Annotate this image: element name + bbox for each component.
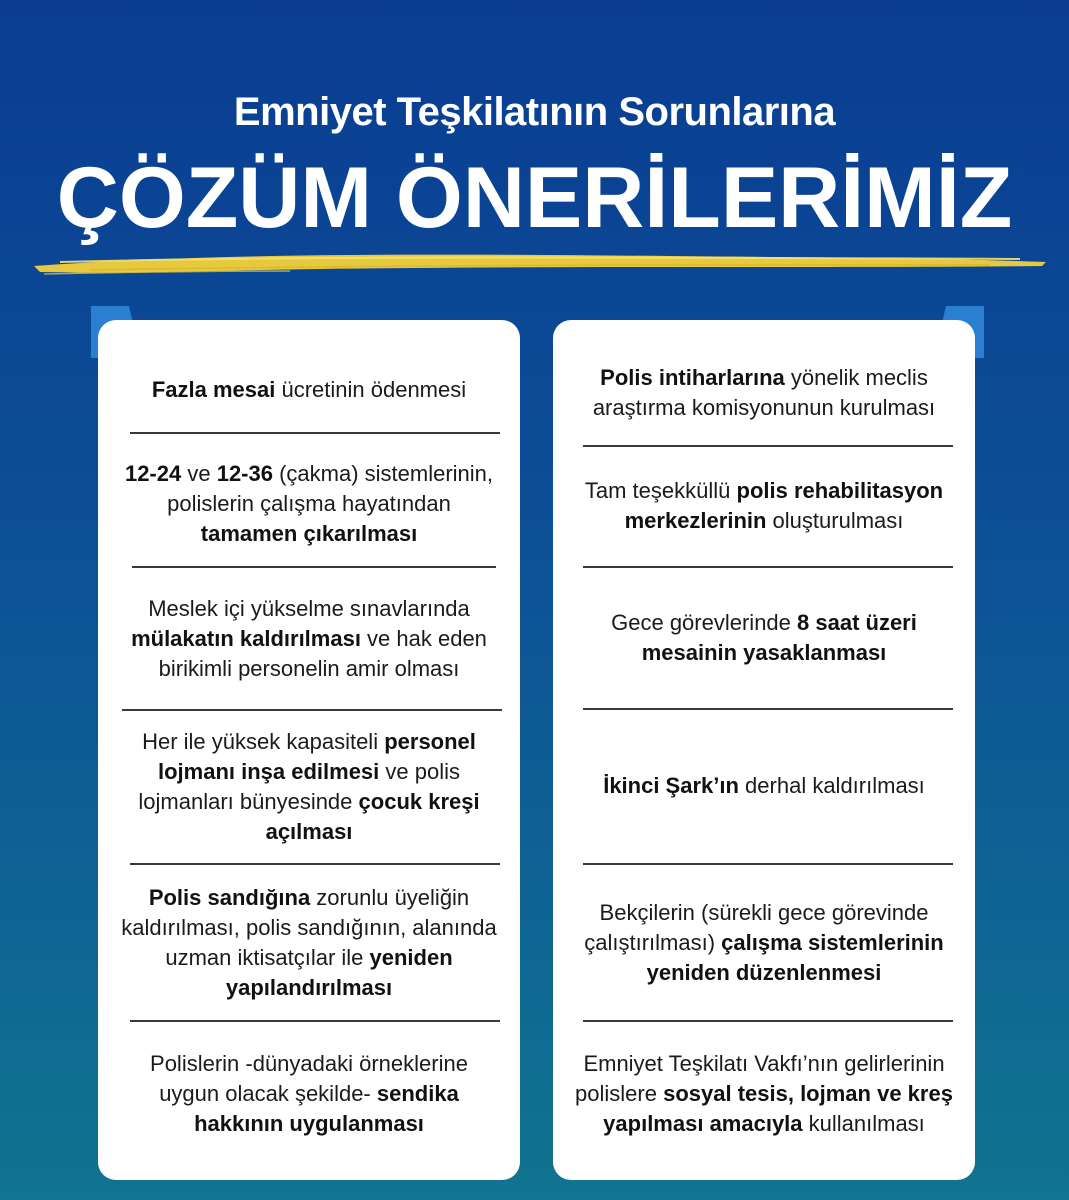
divider <box>122 709 502 711</box>
plain-text: zorunlu üyeliğin kaldırılması, polis sandığının, alanında uzman iktisatçılar ile <box>121 884 497 970</box>
bold-text: 8 saat üzeri mesainin yasaklanması <box>641 610 917 665</box>
plain-text: Gece görevlerinde <box>611 610 798 635</box>
right-proposals-card <box>553 320 975 1180</box>
divider <box>583 863 953 865</box>
bold-text: Fazla mesai <box>151 377 276 402</box>
proposal-text <box>575 363 953 423</box>
proposal-text <box>120 459 498 549</box>
bold-text: personel lojmanı inşa edilmesi <box>157 729 476 784</box>
plain-text: ücretinin ödenmesi <box>275 377 467 402</box>
divider <box>583 566 953 568</box>
right-proposal-item <box>553 447 975 565</box>
subtitle: Emniyet Teşkilatının Sorunlarına <box>233 90 836 134</box>
divider <box>132 566 496 568</box>
divider <box>130 432 500 434</box>
right-proposal-item <box>553 1023 975 1165</box>
bold-text: 12-24 <box>124 460 182 486</box>
left-proposals-card <box>98 320 520 1180</box>
plain-text: yönelik meclis araştırma komisyonunun kurulması <box>592 364 936 420</box>
left-proposal-item <box>98 442 520 565</box>
plain-text: Polislerin -dünyadaki örneklerine uygun olacak şekilde- <box>150 1051 468 1106</box>
plain-text: Her ile yüksek kapasiteli <box>142 729 385 754</box>
plain-text: ve <box>181 460 217 486</box>
plain-text: (çakma) sistemlerinin, polislerin çalışma hayatından <box>167 460 494 516</box>
bold-text: 12-36 <box>216 460 273 486</box>
left-proposal-item <box>98 712 520 862</box>
bold-text: Polis sandığına <box>148 884 311 910</box>
proposal-text <box>575 476 953 536</box>
bold-text: sendika hakkının uygulanması <box>194 1081 459 1136</box>
left-proposal-item <box>98 570 520 708</box>
proposal-text <box>575 898 953 988</box>
right-proposal-item <box>553 340 975 445</box>
header <box>0 0 1069 290</box>
proposal-text <box>120 594 498 684</box>
proposal-text <box>575 608 953 668</box>
divider <box>583 1020 953 1022</box>
plain-text: kullanılması <box>802 1111 925 1136</box>
divider <box>130 863 500 865</box>
bold-text: polis rehabilitasyon merkezlerinin <box>624 478 944 533</box>
proposal-text <box>603 771 925 801</box>
plain-text: derhal kaldırılması <box>738 773 925 798</box>
bold-text: tamamen çıkarılması <box>200 520 418 546</box>
proposal-text <box>575 1049 953 1139</box>
right-proposal-item <box>553 710 975 862</box>
proposal-text <box>120 883 498 1003</box>
plain-text: ve hak eden birikimli personelin amir olması <box>158 626 487 681</box>
bold-text: sosyal tesis, lojman ve kreş yapılması amacıyla <box>603 1081 953 1136</box>
plain-text: Tam teşekküllü <box>584 478 737 503</box>
plain-text: oluşturulması <box>766 508 904 533</box>
right-proposal-item <box>553 865 975 1020</box>
proposal-text <box>120 1049 498 1139</box>
divider <box>583 445 953 447</box>
divider <box>130 1020 500 1022</box>
divider <box>583 708 953 710</box>
brush-underline-decoration <box>30 244 1050 280</box>
bold-text: yeniden yapılandırılması <box>225 944 453 1000</box>
bold-text: İkinci Şark’ın <box>603 773 739 798</box>
left-proposal-item <box>98 865 520 1020</box>
plain-text: Bekçilerin (sürekli gece görevinde çalıştırılması) <box>584 899 929 955</box>
left-proposal-item <box>98 1023 520 1165</box>
bold-text: Polis intiharlarına <box>600 364 785 390</box>
left-proposal-item <box>98 340 520 440</box>
plain-text: Emniyet Teşkilatı Vakfı’nın gelirlerinin polislere <box>575 1051 945 1106</box>
bold-text: çalışma sistemlerinin yeniden düzenlenmesi <box>646 929 944 985</box>
plain-text: ve polis lojmanları bünyesinde <box>138 759 461 814</box>
proposal-text <box>120 727 498 847</box>
proposal-text <box>152 375 466 405</box>
bold-text: mülakatın kaldırılması <box>131 626 361 651</box>
right-proposal-item <box>553 568 975 708</box>
plain-text: Meslek içi yükselme sınavlarında <box>148 596 470 621</box>
bold-text: çocuk kreşi açılması <box>265 789 480 844</box>
page-title: ÇÖZÜM ÖNERİLERİMİZ <box>56 150 1013 246</box>
